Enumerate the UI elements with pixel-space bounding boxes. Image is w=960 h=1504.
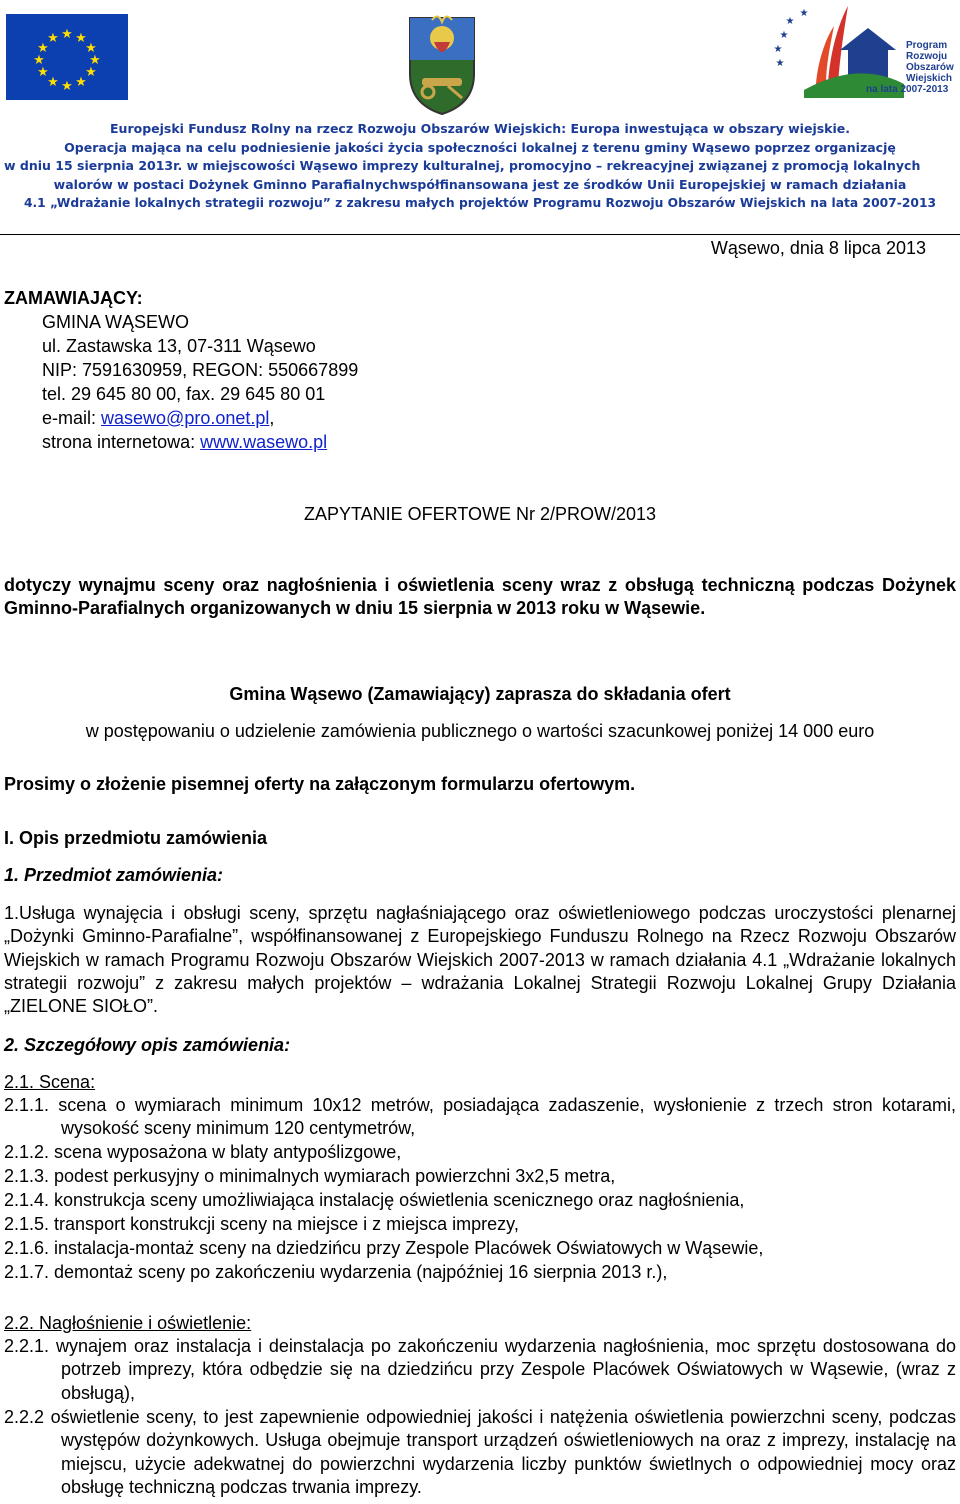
municipal-crest-logo	[404, 12, 480, 116]
sound-item: 2.2.1. wynajem oraz instalacja i deinstalacja po zakończeniu wydarzenia nagłośnienia, moc sprzętu dostosowana do potrzeb imprezy, która odbędzie się na dziedzińcu przy Zespole Placówek Oświatowych w Wąsewie, (wraz z obsługą),	[4, 1336, 956, 1403]
svg-text:★: ★	[775, 58, 785, 69]
funding-line-5: 4.1 „Wdrażanie lokalnych strategii rozwoju” z zakresu małych projektów Programu Rozwoju Obszarów Wiejskich na lata 2007-2013	[23, 196, 937, 210]
sound-item: 2.2.2 oświetlenie sceny, to jest zapewnienie odpowiedniej jakości i natężenia oświetlenia powierzchni sceny, podczas występów dożynkowych. Usługa obejmuje transport urządzeń oświetleniowych na oraz z imprezy, instalację na miejscu, użycie adekwatnej do powierzchni wydarzenia liczby punktów świetlnych o odpowiedniej mocy oraz obsługę techniczną podczas trwania imprezy.	[4, 1407, 956, 1497]
svg-text:★: ★	[33, 53, 45, 68]
svg-text:★: ★	[85, 65, 97, 80]
section-1-heading: I. Opis przedmiotu zamówienia	[4, 828, 268, 848]
offer-request: Prosimy o złożenie pisemnej oferty na załączonym formularzu ofertowym.	[4, 774, 636, 794]
stage-item: 2.1.5. transport konstrukcji sceny na miejsce i z miejsca imprezy,	[4, 1214, 519, 1234]
invitation-line: Gmina Wąsewo (Zamawiający) zaprasza do składania ofert	[229, 684, 731, 704]
stage-item: 2.1.2. scena wyposażona w blaty antypoślizgowe,	[4, 1142, 402, 1162]
svg-text:★: ★	[785, 16, 795, 27]
prow-logo-text: Program Rozwoju Obszarów Wiejskich	[906, 40, 954, 84]
svg-text:★: ★	[61, 79, 73, 94]
svg-text:★: ★	[799, 8, 809, 19]
svg-text:★: ★	[47, 31, 59, 46]
procedure-line: w postępowaniu o udzielenie zamówienia publicznego o wartości szacunkowej poniżej 14 000 euro	[85, 721, 875, 741]
svg-text:★: ★	[47, 75, 59, 90]
contracting-street: ul. Zastawska 13, 07-311 Wąsewo	[42, 336, 316, 356]
website-link[interactable]: www.wasewo.pl	[200, 432, 328, 452]
stage-item: 2.1.3. podest perkusyjny o minimalnych wymiarach powierzchni 3x2,5 metra,	[4, 1166, 616, 1186]
svg-text:★: ★	[779, 30, 789, 41]
stage-item: 2.1.6. instalacja-montaż sceny na dziedzińcu przy Zespole Placówek Oświatowych w Wąsewie,	[4, 1238, 764, 1258]
funding-line-2: Operacja mająca na celu podniesienie jakości życia społeczności lokalnej z terenu gminy Wąsewo poprzez organizację	[64, 139, 896, 155]
document-date: Wąsewo, dnia 8 lipca 2013	[710, 238, 926, 258]
svg-text:★: ★	[61, 27, 73, 42]
subsection-2-heading: 2. Szczegółowy opis zamówienia:	[4, 1035, 291, 1055]
svg-text:★: ★	[37, 65, 49, 80]
svg-text:★: ★	[89, 53, 101, 68]
contracting-www-row: strona internetowa: www.wasewo.pl	[42, 432, 328, 452]
stage-item: 2.1.4. konstrukcja sceny umożliwiająca instalację oświetlenia scenicznego oraz nagłośnienia,	[4, 1190, 745, 1210]
contracting-ids: NIP: 7591630959, REGON: 550667899	[42, 360, 359, 380]
funding-line-1: Europejski Fundusz Rolny na rzecz Rozwoju Obszarów Wiejskich: Europa inwestująca w obszary wiejskie.	[110, 121, 850, 136]
subsection-1-heading: 1. Przedmiot zamówienia:	[4, 865, 224, 885]
funding-line-3: w dniu 15 sierpnia 2013r. w miejscowości Wąsewo imprezy kulturalnej, promocyjno – rekreacyjnej związanej z promocją lokalnych	[4, 158, 921, 173]
svg-text:★: ★	[37, 41, 49, 56]
contracting-phone: tel. 29 645 80 00, fax. 29 645 80 01	[42, 384, 326, 404]
document-header	[0, 0, 960, 236]
stage-heading: 2.1. Scena:	[4, 1072, 96, 1092]
contracting-name: GMINA WĄSEWO	[42, 312, 190, 332]
svg-text:★: ★	[85, 41, 97, 56]
contracting-email-row: e-mail: wasewo@pro.onet.pl,	[42, 408, 275, 428]
header-divider	[0, 234, 960, 235]
sound-heading: 2.2. Nagłośnienie i oświetlenie:	[4, 1313, 252, 1333]
contracting-address-block	[42, 310, 358, 454]
stage-item: 2.1.7. demontaż sceny po zakończeniu wydarzenia (najpóźniej 16 sierpnia 2013 r.),	[4, 1262, 668, 1282]
subject-paragraph: dotyczy wynajmu sceny oraz nagłośnienia i oświetlenia sceny wraz z obsługą techniczną podczas Dożynek Gminno-Parafialnych organizowanych w dniu 15 sierpnia w 2013 roku w Wąsewie.	[4, 575, 956, 618]
svg-text:★: ★	[773, 44, 783, 55]
email-link[interactable]: wasewo@pro.onet.pl	[101, 408, 270, 428]
stage-item: 2.1.1. scena o wymiarach minimum 10x12 metrów, posiadająca zadaszenie, wysłonienie z trzech stron kotarami, wysokość sceny minimum 120 centymetrów,	[4, 1095, 956, 1139]
document-title: ZAPYTANIE OFERTOWE Nr 2/PROW/2013	[303, 504, 657, 524]
funding-notice	[0, 120, 960, 213]
svg-text:★: ★	[75, 75, 87, 90]
subject-description: 1.Usługa wynajęcia i obsługi sceny, sprzętu nagłaśniającego oraz oświetleniowego podczas uroczystości plenarnej „Dożynki Gminno-Parafialne”, współfinansowanej z Europejskiego Funduszu Rolnego na Rzecz Rozwoju Obszarów Wiejskich w ramach Programu Rozwoju Obszarów Wiejskich 2007-2013 w ramach działania 4.1 „Wdrażanie lokalnych strategii rozwoju” z zakresu małych projektów – wdrażania Lokalnej Strategii Rozwoju Lokalnej Grupy Działania „ZIELONE SIOŁO”.	[4, 903, 956, 1017]
funding-line-4: walorów w postaci Dożynek Gminno Parafialnychwspółfinansowana jest ze środków Unii Europejskiej w ramach działania	[53, 176, 907, 192]
prow-logo-subtitle: na lata 2007-2013	[866, 84, 949, 95]
eu-flag-logo	[6, 14, 128, 100]
svg-text:★: ★	[75, 31, 87, 46]
contracting-heading: ZAMAWIAJĄCY:	[4, 288, 143, 308]
